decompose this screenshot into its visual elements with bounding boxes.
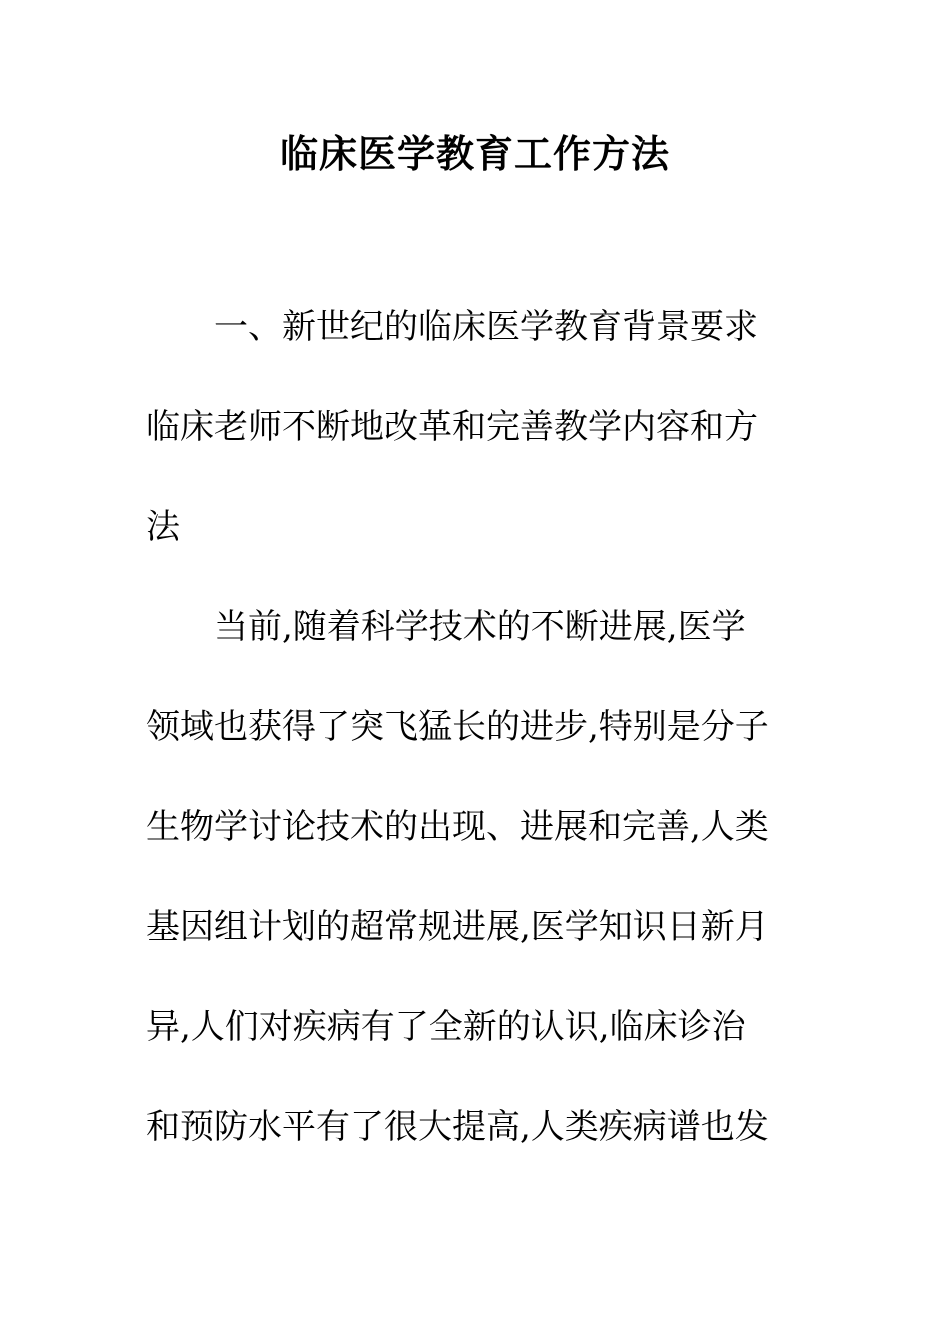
document-title: 临床医学教育工作方法 [279,131,670,176]
body-line: 临床老师不断地改革和完善教学内容和方 [146,407,758,447]
section-heading: 一、新世纪的临床医学教育背景要求 [214,307,758,347]
body-line: 和预防水平有了很大提高,人类疾病谱也发 [146,1107,769,1147]
paragraph-first-line: 当前,随着科学技术的不断进展,医学 [214,607,746,647]
body-line: 领域也获得了突飞猛长的进步,特别是分子 [146,707,769,747]
body-line: 异,人们对疾病有了全新的认识,临床诊治 [146,1007,746,1047]
body-line: 基因组计划的超常规进展,医学知识日新月 [146,907,769,947]
body-line: 法 [146,507,180,547]
body-line: 生物学讨论技术的出现、进展和完善,人类 [146,807,769,847]
